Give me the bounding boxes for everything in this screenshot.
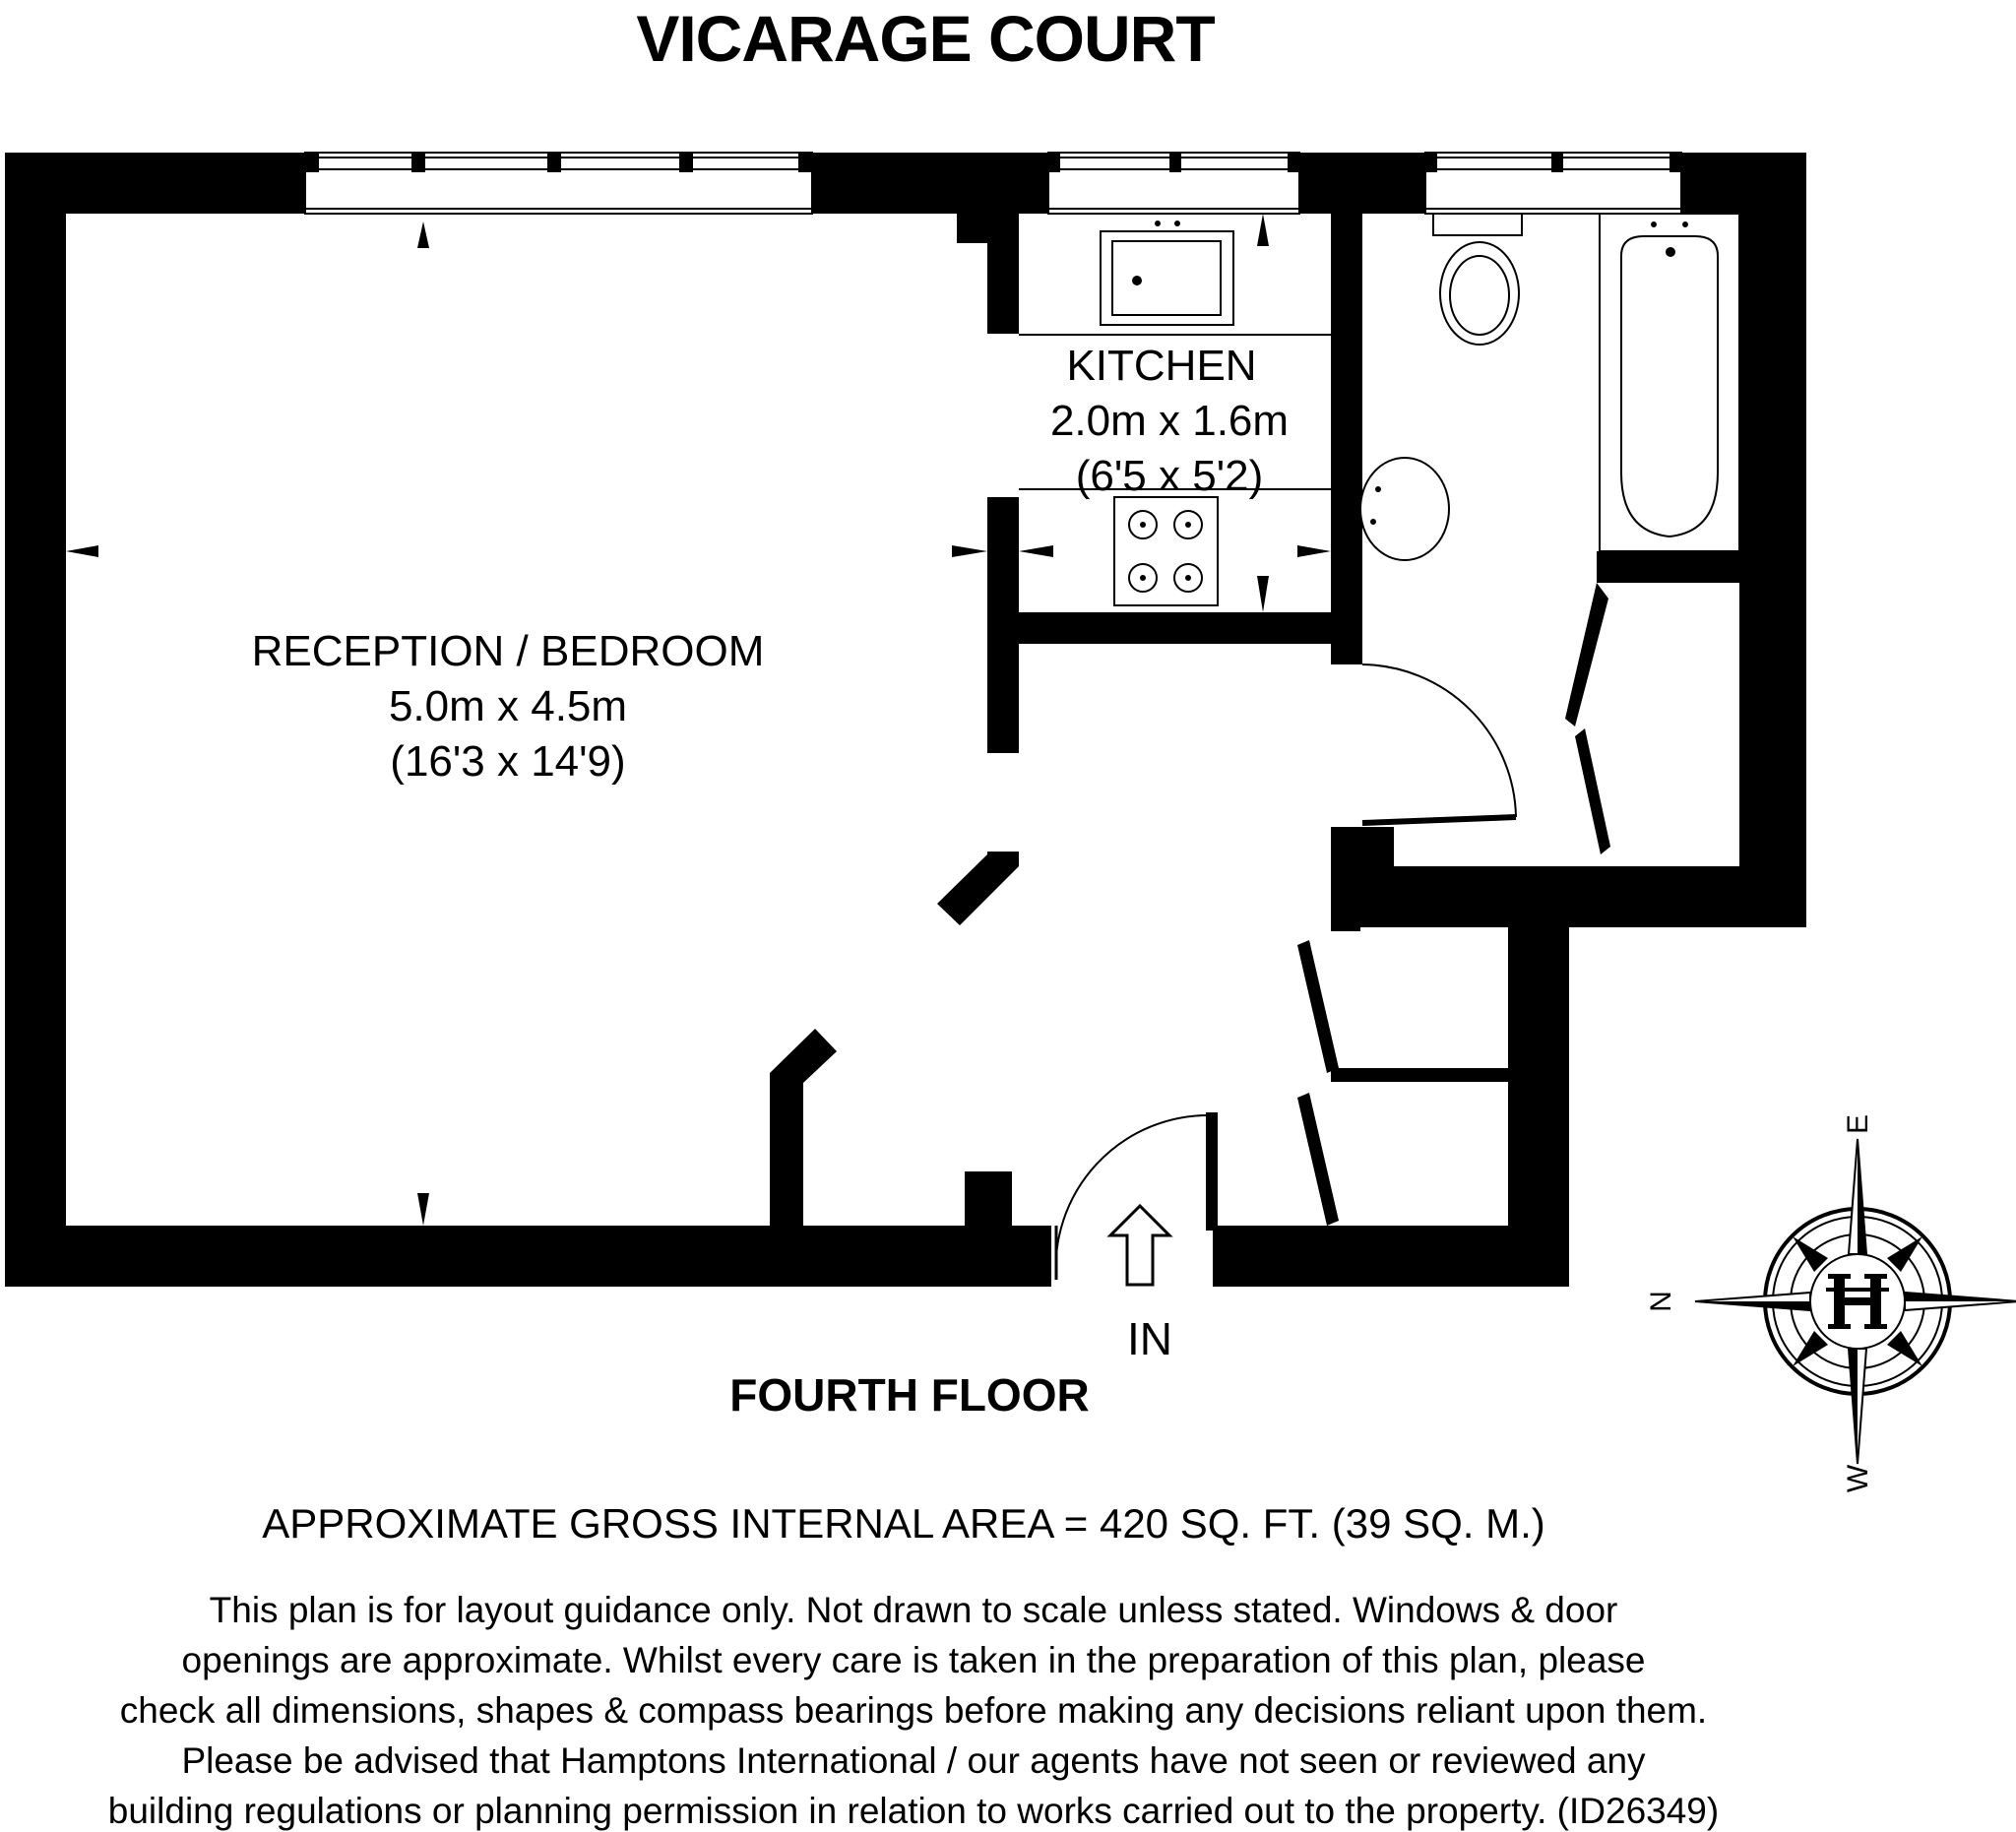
gross-area: APPROXIMATE GROSS INTERNAL AREA = 420 SQ. FT. (39 SQ. M.) (262, 1500, 1545, 1547)
reception-name: RECEPTION / BEDROOM (251, 627, 765, 675)
compass-left-letter: N (1645, 1291, 1677, 1312)
angled-walls (770, 852, 1019, 1083)
disclaimer-line: openings are approximate. Whilst every care is taken in the preparation of this plan, please (181, 1640, 1646, 1680)
sink-icon (1101, 221, 1233, 325)
reception-imperial: (16'3 x 14'9) (390, 737, 626, 786)
entrance-label: IN (1127, 1313, 1172, 1364)
disclaimer-line: Please be advised that Hamptons International / our agents have not seen or reviewed any (181, 1740, 1646, 1781)
bath-icon (1600, 214, 1739, 551)
hob-icon (1114, 497, 1218, 605)
toilet-icon (1433, 214, 1522, 345)
entrance-arrow-icon (1110, 1206, 1169, 1285)
plan-title: VICARAGE COURT (636, 2, 1215, 75)
kitchen-imperial: (6'5 x 5'2) (1075, 452, 1264, 500)
kitchen-metric: 2.0m x 1.6m (1049, 397, 1290, 445)
disclaimer-line: This plan is for layout guidance only. Not drawn to scale unless stated. Windows & door (209, 1590, 1618, 1630)
kitchen-name: KITCHEN (1066, 342, 1257, 390)
kitchen-label (1050, 342, 1289, 500)
compass-rose (1645, 1114, 2016, 1492)
disclaimer (108, 1590, 1719, 1831)
floor-label: FOURTH FLOOR (729, 1369, 1090, 1421)
bathroom-fixtures (1360, 214, 1739, 560)
walls (5, 153, 1806, 1287)
disclaimer-line: check all dimensions, shapes & compass bearings before making any decisions reliant upon them. (119, 1690, 1708, 1731)
compass-top-letter: E (1842, 1113, 1874, 1135)
disclaimer-line: building regulations or planning permission in relation to works carried out to the property. (ID26349) (107, 1791, 1720, 1831)
compass-bottom-letter: W (1842, 1464, 1874, 1493)
reception-metric: 5.0m x 4.5m (388, 682, 628, 730)
reception-label (252, 627, 765, 786)
basin-icon (1360, 458, 1449, 560)
